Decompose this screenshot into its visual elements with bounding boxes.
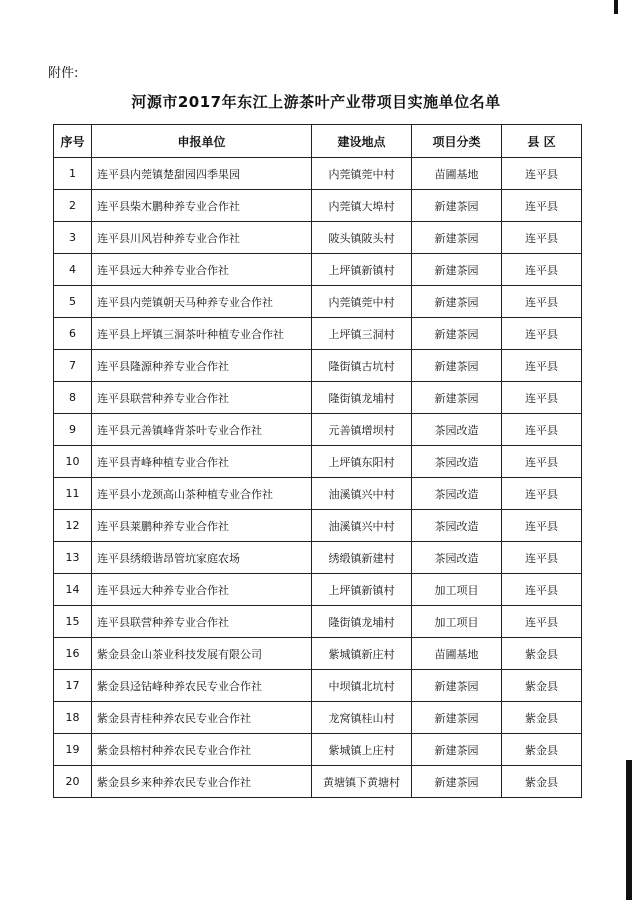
cell-applicant: 紫金县乡来种养农民专业合作社: [92, 766, 312, 798]
cell-location: 上坪镇三洞村: [312, 318, 412, 350]
cell-applicant: 连平县柴木鹏种养专业合作社: [92, 190, 312, 222]
cell-category: 新建茶园: [412, 254, 502, 286]
table-row: [54, 190, 582, 222]
cell-county: 连平县: [502, 350, 582, 382]
cell-county: 紫金县: [502, 734, 582, 766]
cell-county: 紫金县: [502, 670, 582, 702]
cell-location: 陂头镇陂头村: [312, 222, 412, 254]
cell-category: 新建茶园: [412, 670, 502, 702]
cell-location: 绣缎镇新建村: [312, 542, 412, 574]
cell-location: 上坪镇新镇村: [312, 254, 412, 286]
cell-applicant: 连平县内莞镇朝天马种养专业合作社: [92, 286, 312, 318]
cell-index: 1: [54, 158, 92, 190]
table-row: [54, 222, 582, 254]
cell-index: 5: [54, 286, 92, 318]
cell-category: 新建茶园: [412, 382, 502, 414]
cell-index: 14: [54, 574, 92, 606]
cell-applicant: 连平县远大种养专业合作社: [92, 574, 312, 606]
cell-applicant: 连平县元善镇峰背茶叶专业合作社: [92, 414, 312, 446]
cell-index: 4: [54, 254, 92, 286]
cell-index: 10: [54, 446, 92, 478]
table-header-row: [54, 125, 582, 158]
cell-applicant: 连平县联营种养专业合作社: [92, 382, 312, 414]
cell-index: 2: [54, 190, 92, 222]
table-row: [54, 414, 582, 446]
cell-applicant: 连平县上坪镇三洞茶叶种植专业合作社: [92, 318, 312, 350]
table-row: [54, 670, 582, 702]
cell-index: 6: [54, 318, 92, 350]
cell-location: 黄塘镇下黄塘村: [312, 766, 412, 798]
cell-index: 11: [54, 478, 92, 510]
scan-edge-mark: [626, 760, 632, 900]
cell-applicant: 连平县隆源种养专业合作社: [92, 350, 312, 382]
table-row: [54, 158, 582, 190]
cell-county: 连平县: [502, 542, 582, 574]
cell-index: 12: [54, 510, 92, 542]
cell-category: 新建茶园: [412, 222, 502, 254]
header-county: 县 区: [502, 125, 582, 158]
cell-location: 紫城镇上庄村: [312, 734, 412, 766]
table-row: [54, 702, 582, 734]
cell-county: 紫金县: [502, 766, 582, 798]
cell-location: 隆街镇龙埔村: [312, 382, 412, 414]
cell-county: 连平县: [502, 446, 582, 478]
cell-index: 7: [54, 350, 92, 382]
cell-location: 紫城镇新庄村: [312, 638, 412, 670]
cell-category: 新建茶园: [412, 734, 502, 766]
header-category: 项目分类: [412, 125, 502, 158]
cell-location: 中坝镇北坑村: [312, 670, 412, 702]
cell-applicant: 紫金县榕村种养农民专业合作社: [92, 734, 312, 766]
cell-applicant: 连平县莱鹏种养专业合作社: [92, 510, 312, 542]
cell-index: 9: [54, 414, 92, 446]
cell-applicant: 连平县内莞镇楚甜园四季果园: [92, 158, 312, 190]
cell-location: 隆街镇古坑村: [312, 350, 412, 382]
cell-category: 新建茶园: [412, 190, 502, 222]
table-row: [54, 638, 582, 670]
cell-county: 连平县: [502, 254, 582, 286]
unit-list-table: [53, 124, 582, 798]
cell-county: 连平县: [502, 382, 582, 414]
cell-applicant: 连平县青峰种植专业合作社: [92, 446, 312, 478]
cell-index: 8: [54, 382, 92, 414]
cell-category: 茶园改造: [412, 542, 502, 574]
cell-category: 新建茶园: [412, 702, 502, 734]
table-row: [54, 286, 582, 318]
cell-applicant: 连平县绣缎谐昂管坑家庭农场: [92, 542, 312, 574]
cell-county: 连平县: [502, 190, 582, 222]
cell-applicant: 连平县小龙颈高山茶种植专业合作社: [92, 478, 312, 510]
cell-county: 连平县: [502, 158, 582, 190]
cell-county: 连平县: [502, 318, 582, 350]
cell-category: 苗圃基地: [412, 158, 502, 190]
cell-location: 上坪镇东阳村: [312, 446, 412, 478]
table-row: [54, 510, 582, 542]
cell-category: 茶园改造: [412, 510, 502, 542]
cell-category: 茶园改造: [412, 446, 502, 478]
cell-location: 元善镇增坝村: [312, 414, 412, 446]
cell-index: 20: [54, 766, 92, 798]
cell-index: 18: [54, 702, 92, 734]
cell-location: 内莞镇莞中村: [312, 286, 412, 318]
cell-county: 紫金县: [502, 638, 582, 670]
table-row: [54, 606, 582, 638]
cell-category: 苗圃基地: [412, 638, 502, 670]
table-row: [54, 574, 582, 606]
cell-applicant: 紫金县青桂种养农民专业合作社: [92, 702, 312, 734]
cell-index: 17: [54, 670, 92, 702]
cell-index: 16: [54, 638, 92, 670]
cell-applicant: 紫金县迳钻峰种养农民专业合作社: [92, 670, 312, 702]
cell-index: 19: [54, 734, 92, 766]
cell-index: 3: [54, 222, 92, 254]
cell-county: 连平县: [502, 286, 582, 318]
cell-location: 内莞镇大埠村: [312, 190, 412, 222]
scan-edge-mark: [614, 0, 618, 14]
cell-category: 加工项目: [412, 574, 502, 606]
cell-county: 紫金县: [502, 702, 582, 734]
cell-county: 连平县: [502, 606, 582, 638]
cell-category: 新建茶园: [412, 286, 502, 318]
cell-county: 连平县: [502, 222, 582, 254]
cell-location: 油溪镇兴中村: [312, 510, 412, 542]
table-row: [54, 542, 582, 574]
table-row: [54, 318, 582, 350]
cell-county: 连平县: [502, 414, 582, 446]
document-title: 河源市2017年东江上游茶叶产业带项目实施单位名单: [131, 93, 501, 111]
header-index: 序号: [54, 125, 92, 158]
table-row: [54, 766, 582, 798]
attachment-label: 附件:: [48, 66, 79, 81]
cell-category: 新建茶园: [412, 350, 502, 382]
cell-index: 13: [54, 542, 92, 574]
cell-county: 连平县: [502, 478, 582, 510]
cell-location: 内莞镇莞中村: [312, 158, 412, 190]
table-row: [54, 446, 582, 478]
cell-category: 新建茶园: [412, 318, 502, 350]
cell-category: 茶园改造: [412, 478, 502, 510]
table-row: [54, 350, 582, 382]
cell-county: 连平县: [502, 574, 582, 606]
header-applicant: 申报单位: [92, 125, 312, 158]
cell-applicant: 连平县联营种养专业合作社: [92, 606, 312, 638]
table-row: [54, 254, 582, 286]
table-row: [54, 382, 582, 414]
cell-location: 上坪镇新镇村: [312, 574, 412, 606]
cell-applicant: 连平县川风岩种养专业合作社: [92, 222, 312, 254]
cell-index: 15: [54, 606, 92, 638]
table-row: [54, 478, 582, 510]
cell-location: 龙窝镇桂山村: [312, 702, 412, 734]
header-location: 建设地点: [312, 125, 412, 158]
cell-category: 茶园改造: [412, 414, 502, 446]
table-row: [54, 734, 582, 766]
cell-location: 隆街镇龙埔村: [312, 606, 412, 638]
cell-applicant: 连平县远大种养专业合作社: [92, 254, 312, 286]
table-body: [54, 158, 582, 798]
cell-category: 加工项目: [412, 606, 502, 638]
cell-location: 油溪镇兴中村: [312, 478, 412, 510]
cell-category: 新建茶园: [412, 766, 502, 798]
cell-applicant: 紫金县金山茶业科技发展有限公司: [92, 638, 312, 670]
cell-county: 连平县: [502, 510, 582, 542]
